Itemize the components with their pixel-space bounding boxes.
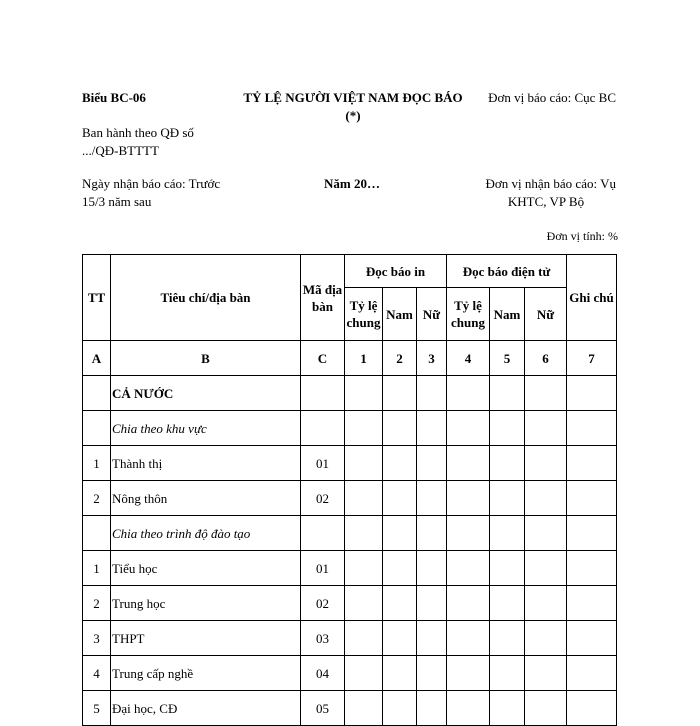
table-row <box>83 411 617 446</box>
value-cell[interactable] <box>345 621 383 656</box>
value-cell[interactable] <box>490 446 525 481</box>
value-cell[interactable] <box>345 481 383 516</box>
value-cell[interactable] <box>567 516 617 551</box>
issued-line-2: .../QĐ-BTTTT <box>82 143 159 158</box>
col-criteria-header: Tiêu chí/địa bàn <box>111 255 301 341</box>
index-cell: 3 <box>417 341 447 376</box>
row-tt: 4 <box>83 656 111 691</box>
row-tt: 5 <box>83 691 111 726</box>
value-cell[interactable] <box>383 551 417 586</box>
receive-date <box>82 175 220 211</box>
value-cell[interactable] <box>417 656 447 691</box>
row-name: Đại học, CĐ <box>111 691 301 726</box>
value-cell[interactable] <box>383 376 417 411</box>
row-code: 04 <box>301 656 345 691</box>
value-cell[interactable] <box>525 516 567 551</box>
row-name: THPT <box>111 621 301 656</box>
header-row-1 <box>83 255 617 288</box>
row-code: 02 <box>301 481 345 516</box>
table-row <box>83 446 617 481</box>
value-cell[interactable] <box>447 621 490 656</box>
value-cell[interactable] <box>345 551 383 586</box>
table-row <box>83 481 617 516</box>
value-cell[interactable] <box>417 551 447 586</box>
value-cell[interactable] <box>567 481 617 516</box>
value-cell[interactable] <box>567 411 617 446</box>
row-name: Tiểu học <box>111 551 301 586</box>
value-cell[interactable] <box>383 411 417 446</box>
value-cell[interactable] <box>417 376 447 411</box>
row-name: Trung học <box>111 586 301 621</box>
receive-date-line-2: 15/3 năm sau <box>82 194 152 209</box>
receive-date-line-1: Ngày nhận báo cáo: Trước <box>82 176 221 191</box>
table-row <box>83 656 617 691</box>
value-cell[interactable] <box>490 691 525 726</box>
value-cell[interactable] <box>567 656 617 691</box>
index-cell: 6 <box>525 341 567 376</box>
value-cell[interactable] <box>417 411 447 446</box>
row-code: 03 <box>301 621 345 656</box>
value-cell[interactable] <box>345 586 383 621</box>
value-cell[interactable] <box>490 586 525 621</box>
value-cell[interactable] <box>417 691 447 726</box>
row-code <box>301 376 345 411</box>
report-year: Năm 20… <box>324 176 380 191</box>
index-cell: A <box>83 341 111 376</box>
value-cell[interactable] <box>525 411 567 446</box>
value-cell[interactable] <box>567 691 617 726</box>
row-tt: 3 <box>83 621 111 656</box>
value-cell[interactable] <box>490 376 525 411</box>
value-cell[interactable] <box>345 691 383 726</box>
print-male-header: Nam <box>383 288 417 341</box>
value-cell[interactable] <box>447 516 490 551</box>
value-cell[interactable] <box>447 376 490 411</box>
value-cell[interactable] <box>383 656 417 691</box>
row-tt: 1 <box>83 446 111 481</box>
report-table <box>82 254 617 726</box>
data-rows <box>83 376 617 726</box>
value-cell[interactable] <box>490 621 525 656</box>
row-name: Chia theo khu vực <box>111 411 301 446</box>
value-cell[interactable] <box>447 481 490 516</box>
row-code: 02 <box>301 586 345 621</box>
value-cell[interactable] <box>567 551 617 586</box>
value-cell[interactable] <box>525 551 567 586</box>
row-code <box>301 411 345 446</box>
col-note-header: Ghi chú <box>567 255 617 341</box>
row-tt <box>83 376 111 411</box>
value-cell[interactable] <box>525 691 567 726</box>
value-cell[interactable] <box>490 411 525 446</box>
index-cell: 1 <box>345 341 383 376</box>
unit-note: Đơn vị tính: % <box>546 229 618 243</box>
value-cell[interactable] <box>345 411 383 446</box>
index-cell: B <box>111 341 301 376</box>
value-cell[interactable] <box>447 691 490 726</box>
value-cell[interactable] <box>525 376 567 411</box>
value-cell[interactable] <box>345 446 383 481</box>
value-cell[interactable] <box>447 411 490 446</box>
value-cell[interactable] <box>490 516 525 551</box>
receiving-unit <box>466 175 616 211</box>
index-cell: 4 <box>447 341 490 376</box>
print-rate-header: Tỷ lệ chung <box>345 288 383 341</box>
online-rate-header: Tỷ lệ chung <box>447 288 490 341</box>
value-cell[interactable] <box>525 446 567 481</box>
row-name: Trung cấp nghề <box>111 656 301 691</box>
table-row <box>83 621 617 656</box>
title-line-2: (*) <box>345 108 361 123</box>
value-cell[interactable] <box>417 446 447 481</box>
issued-decision <box>82 124 194 160</box>
value-cell[interactable] <box>525 621 567 656</box>
value-cell[interactable] <box>525 656 567 691</box>
row-name: Nông thôn <box>111 481 301 516</box>
row-code <box>301 516 345 551</box>
form-code: Biểu BC-06 <box>82 90 146 105</box>
value-cell[interactable] <box>417 516 447 551</box>
value-cell[interactable] <box>383 481 417 516</box>
col-print-header: Đọc báo in <box>345 255 447 288</box>
row-tt <box>83 411 111 446</box>
receiving-unit-line-1: Đơn vị nhận báo cáo: Vụ <box>485 176 616 191</box>
value-cell[interactable] <box>447 586 490 621</box>
value-cell[interactable] <box>447 551 490 586</box>
table-row <box>83 376 617 411</box>
title-line-1: TỶ LỆ NGƯỜI VIỆT NAM ĐỌC BÁO <box>243 90 463 105</box>
receiving-unit-line-2: KHTC, VP Bộ <box>507 194 585 209</box>
row-tt <box>83 516 111 551</box>
table-row <box>83 516 617 551</box>
index-cell: 5 <box>490 341 525 376</box>
value-cell[interactable] <box>447 446 490 481</box>
row-tt: 2 <box>83 481 111 516</box>
index-cell: C <box>301 341 345 376</box>
value-cell[interactable] <box>345 656 383 691</box>
value-cell[interactable] <box>383 586 417 621</box>
value-cell[interactable] <box>345 516 383 551</box>
online-male-header: Nam <box>490 288 525 341</box>
col-online-header: Đọc báo điện tử <box>447 255 567 288</box>
row-code: 05 <box>301 691 345 726</box>
value-cell[interactable] <box>567 376 617 411</box>
row-name: Chia theo trình độ đào tạo <box>111 516 301 551</box>
value-cell[interactable] <box>417 481 447 516</box>
value-cell[interactable] <box>447 656 490 691</box>
value-cell[interactable] <box>383 621 417 656</box>
value-cell[interactable] <box>525 481 567 516</box>
value-cell[interactable] <box>567 446 617 481</box>
value-cell[interactable] <box>383 691 417 726</box>
value-cell[interactable] <box>525 586 567 621</box>
value-cell[interactable] <box>417 586 447 621</box>
value-cell[interactable] <box>567 586 617 621</box>
index-cell: 7 <box>567 341 617 376</box>
col-code-header: Mã địa bàn <box>301 255 345 341</box>
table-row <box>83 586 617 621</box>
row-name: CẢ NƯỚC <box>111 376 301 411</box>
row-name: Thành thị <box>111 446 301 481</box>
value-cell[interactable] <box>490 656 525 691</box>
issued-line-1: Ban hành theo QĐ số <box>82 125 194 140</box>
index-row <box>83 341 617 376</box>
row-code: 01 <box>301 551 345 586</box>
table-row <box>83 551 617 586</box>
value-cell[interactable] <box>345 376 383 411</box>
value-cell[interactable] <box>383 516 417 551</box>
value-cell[interactable] <box>490 481 525 516</box>
value-cell[interactable] <box>490 551 525 586</box>
col-tt-header: TT <box>83 255 111 341</box>
table-row <box>83 691 617 726</box>
index-cell: 2 <box>383 341 417 376</box>
value-cell[interactable] <box>417 621 447 656</box>
online-female-header: Nữ <box>525 288 567 341</box>
print-female-header: Nữ <box>417 288 447 341</box>
value-cell[interactable] <box>383 446 417 481</box>
reporting-unit: Đơn vị báo cáo: Cục BC <box>488 90 616 105</box>
row-tt: 1 <box>83 551 111 586</box>
row-code: 01 <box>301 446 345 481</box>
row-tt: 2 <box>83 586 111 621</box>
report-title <box>228 89 478 125</box>
value-cell[interactable] <box>567 621 617 656</box>
